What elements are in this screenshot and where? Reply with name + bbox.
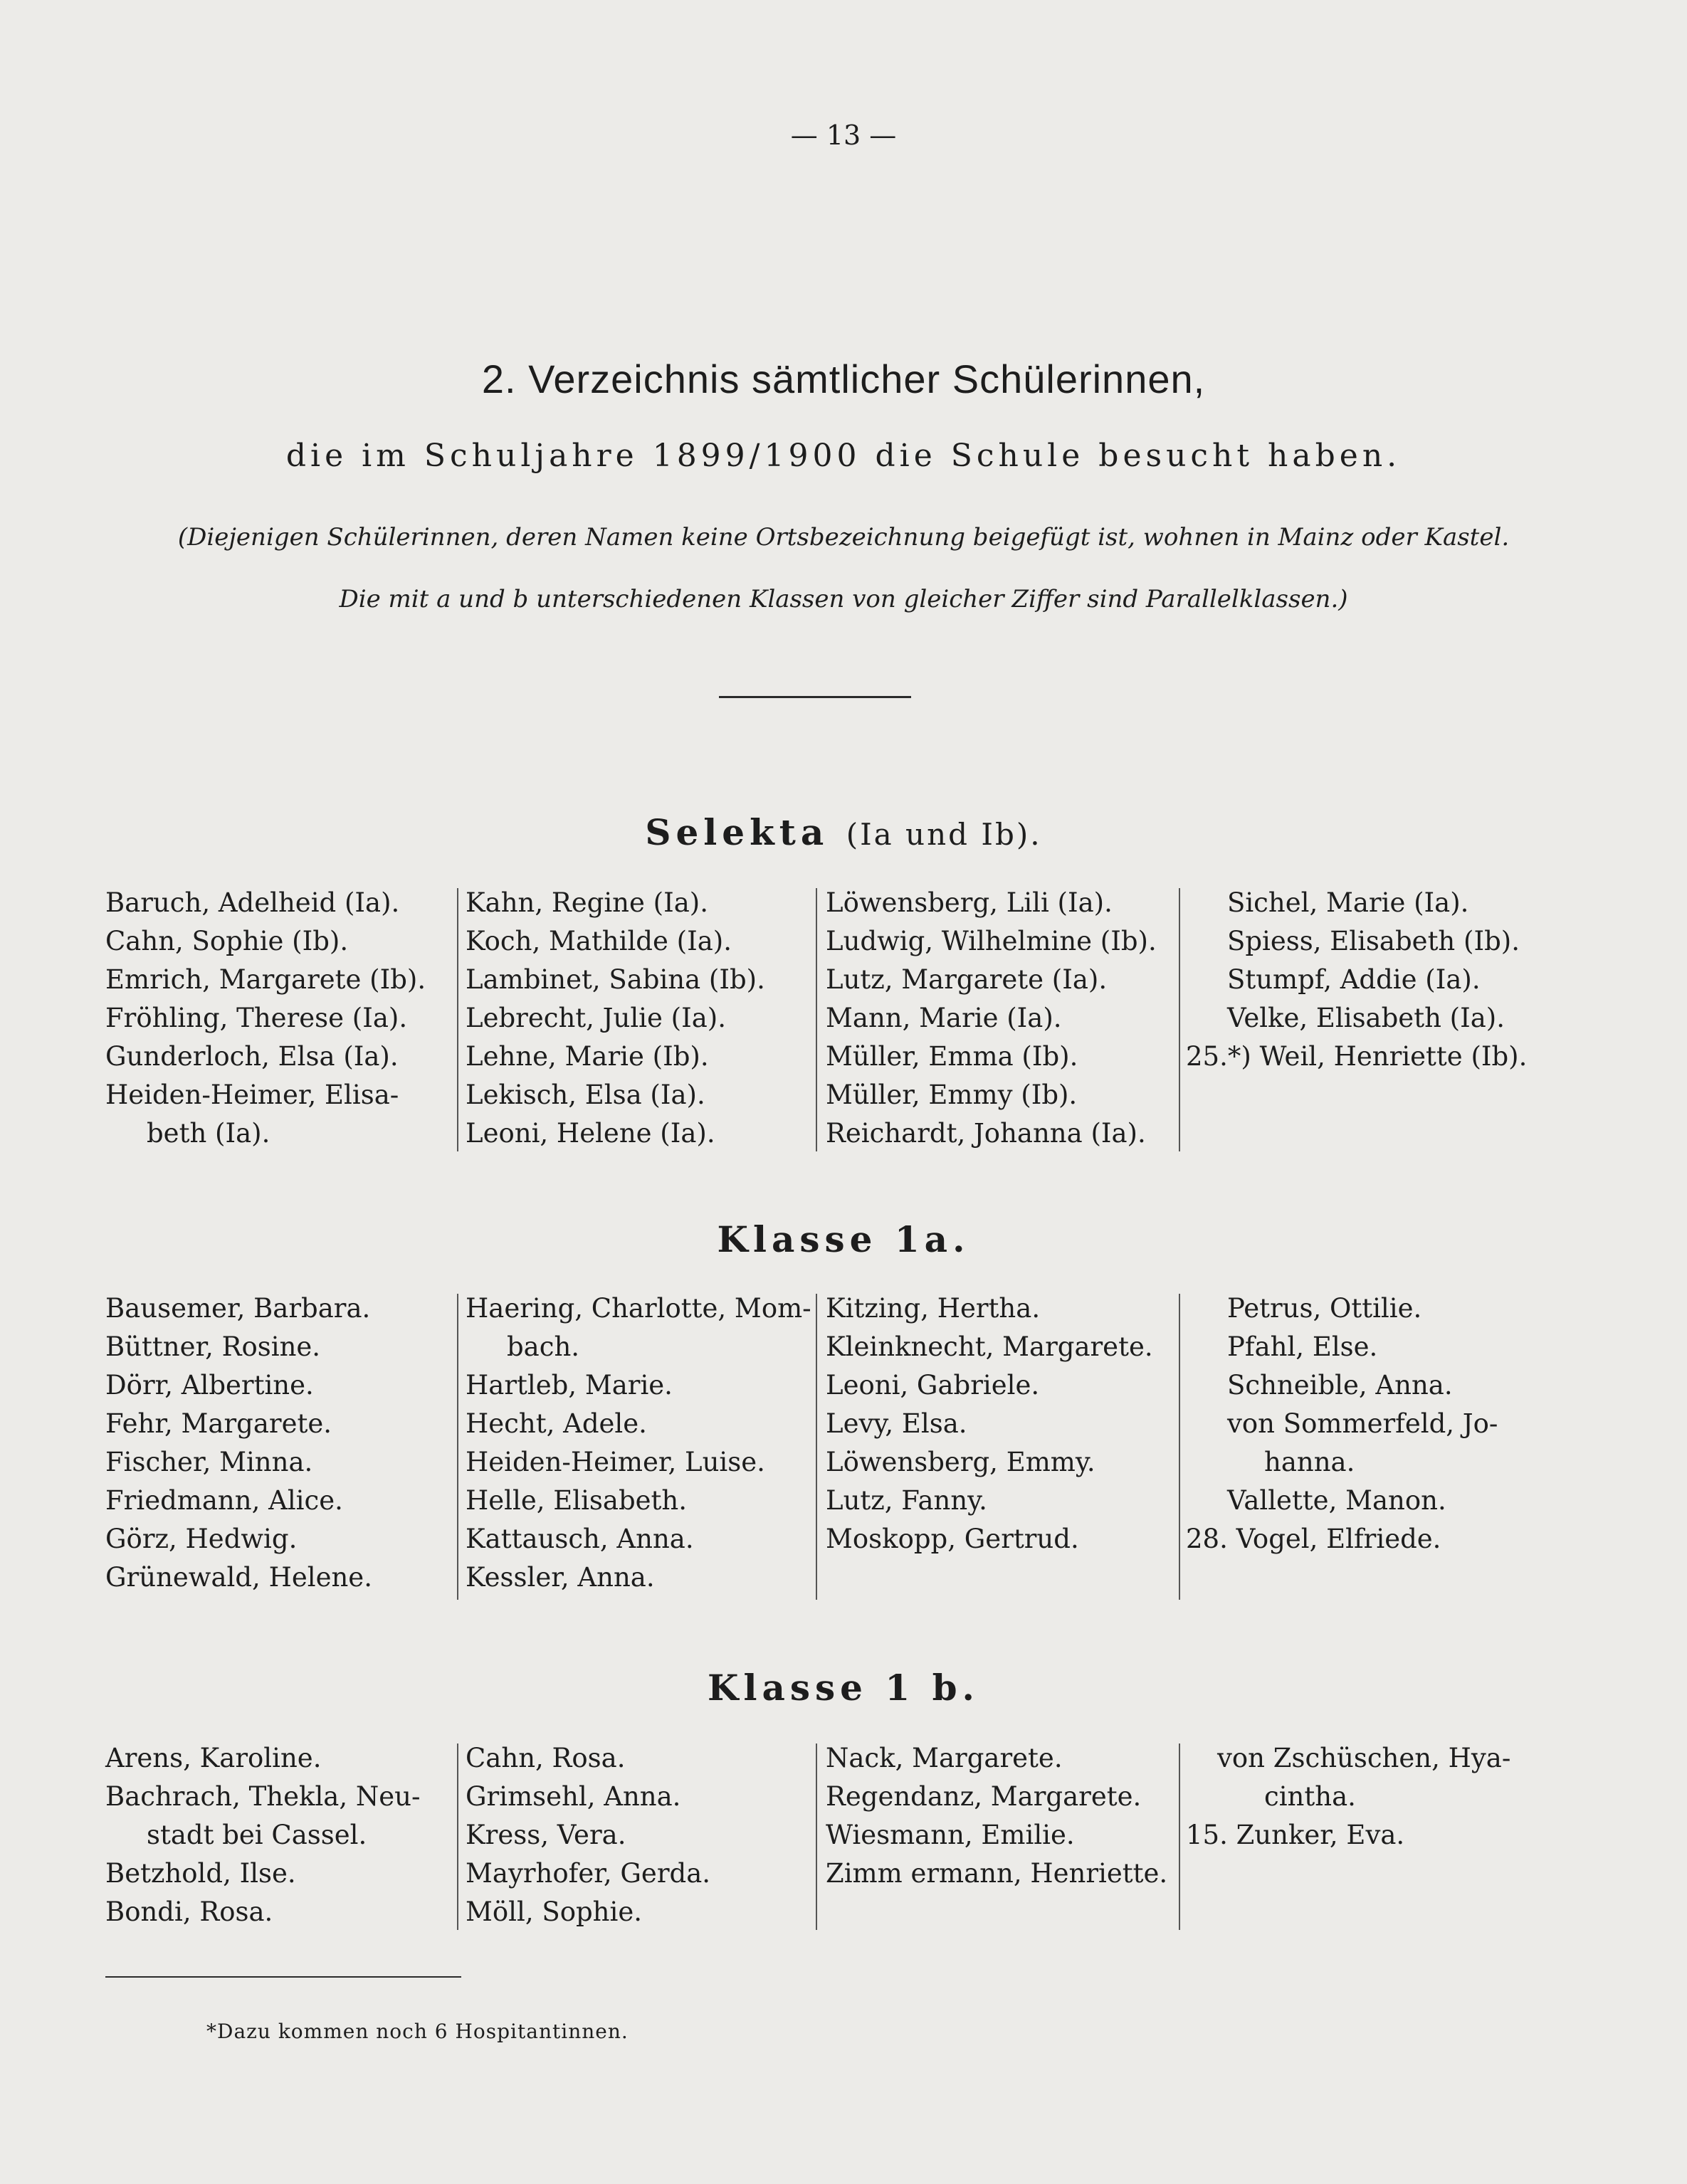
klasse-1a-column-2 bbox=[466, 1289, 811, 1597]
column-divider bbox=[457, 888, 458, 1151]
list-item: Fischer, Minna. bbox=[105, 1447, 313, 1477]
list-item: Löwensberg, Emmy. bbox=[826, 1447, 1095, 1477]
klasse-1b-column-2 bbox=[466, 1739, 710, 1931]
list-item: Bausemer, Barbara. bbox=[105, 1293, 371, 1324]
klasse-1a-column-3 bbox=[826, 1289, 1153, 1558]
column-divider bbox=[1179, 1743, 1180, 1930]
column-divider bbox=[816, 1294, 817, 1600]
list-item: 25.*) Weil, Henriette (Ib). bbox=[1186, 1041, 1528, 1072]
page-title: 2. Verzeichnis sämtlicher Schülerinnen, bbox=[481, 357, 1206, 401]
column-divider bbox=[816, 888, 817, 1151]
list-item: Koch, Mathilde (Ia). bbox=[466, 926, 732, 956]
selekta-column-1 bbox=[105, 884, 426, 1153]
list-item: Kattausch, Anna. bbox=[466, 1524, 694, 1554]
list-item: Kleinknecht, Margarete. bbox=[826, 1331, 1153, 1362]
list-item: 28. Vogel, Elfriede. bbox=[1186, 1524, 1441, 1554]
list-item: Friedmann, Alice. bbox=[105, 1485, 343, 1516]
column-divider bbox=[1179, 1294, 1180, 1600]
list-item: Emrich, Margarete (Ib). bbox=[105, 964, 426, 995]
selekta-column-2 bbox=[466, 884, 765, 1153]
note-line-1: (Diejenigen Schülerinnen, deren Namen keine Ortsbezeichnung beigefügt ist, wohnen in Mainz oder Kastel. bbox=[177, 523, 1510, 552]
list-item: bach. bbox=[507, 1331, 580, 1362]
list-item: Heiden-Heimer, Luise. bbox=[466, 1447, 765, 1477]
list-item: 15. Zunker, Eva. bbox=[1186, 1820, 1405, 1850]
list-item: Kitzing, Hertha. bbox=[826, 1293, 1041, 1324]
list-item: Lekisch, Elsa (Ia). bbox=[466, 1080, 705, 1110]
list-item: Fröhling, Therese (Ia). bbox=[105, 1003, 408, 1033]
list-item: Leoni, Gabriele. bbox=[826, 1370, 1040, 1400]
list-item: Lehne, Marie (Ib). bbox=[466, 1041, 709, 1072]
selekta-heading: Selekta bbox=[645, 811, 829, 853]
selekta-heading-sub: (Ia und Ib). bbox=[846, 817, 1042, 852]
page-number: — 13 — bbox=[790, 120, 897, 151]
list-item: Grünewald, Helene. bbox=[105, 1562, 372, 1593]
list-item: Hartleb, Marie. bbox=[466, 1370, 673, 1400]
klasse-1b-column-1 bbox=[105, 1739, 420, 1931]
list-item: Bondi, Rosa. bbox=[105, 1897, 273, 1927]
list-item: Cahn, Sophie (Ib). bbox=[105, 926, 349, 956]
list-item: Bachrach, Thekla, Neu- bbox=[105, 1781, 421, 1812]
list-item: Wiesmann, Emilie. bbox=[826, 1820, 1075, 1850]
list-item: Velke, Elisabeth (Ia). bbox=[1227, 1003, 1505, 1033]
list-item: Lutz, Fanny. bbox=[826, 1485, 987, 1516]
list-item: Sichel, Marie (Ia). bbox=[1227, 887, 1469, 918]
footnote: *Dazu kommen noch 6 Hospitantinnen. bbox=[206, 2020, 629, 2043]
list-item: Hecht, Adele. bbox=[466, 1408, 647, 1439]
list-item: Gunderloch, Elsa (Ia). bbox=[105, 1041, 399, 1072]
list-item: Reichardt, Johanna (Ia). bbox=[826, 1118, 1146, 1149]
list-item: Levy, Elsa. bbox=[826, 1408, 967, 1439]
list-item: Moskopp, Gertrud. bbox=[826, 1524, 1079, 1554]
list-item: Möll, Sophie. bbox=[466, 1897, 642, 1927]
list-item: cintha. bbox=[1264, 1781, 1356, 1812]
list-item: von Sommerfeld, Jo- bbox=[1227, 1408, 1498, 1439]
list-item: Heiden-Heimer, Elisa- bbox=[105, 1080, 399, 1110]
list-item: Dörr, Albertine. bbox=[105, 1370, 314, 1400]
column-divider bbox=[457, 1294, 458, 1600]
list-item: Görz, Hedwig. bbox=[105, 1524, 298, 1554]
list-item: Kahn, Regine (Ia). bbox=[466, 887, 708, 918]
section-heading-selekta bbox=[0, 811, 1687, 853]
list-item: Nack, Margarete. bbox=[826, 1743, 1063, 1773]
list-item: Vallette, Manon. bbox=[1227, 1485, 1446, 1516]
footnote-divider bbox=[105, 1976, 461, 1978]
list-item: Regendanz, Margarete. bbox=[826, 1781, 1142, 1812]
selekta-column-4 bbox=[1186, 884, 1527, 1076]
klasse-1a-column-1 bbox=[105, 1289, 372, 1597]
list-item: Mayrhofer, Gerda. bbox=[466, 1858, 711, 1889]
list-item: Schneible, Anna. bbox=[1227, 1370, 1453, 1400]
note-line-2: Die mit a und b unterschiedenen Klassen von gleicher Ziffer sind Parallelklassen.) bbox=[339, 585, 1348, 613]
column-divider bbox=[816, 1743, 817, 1930]
list-item: Haering, Charlotte, Mom- bbox=[466, 1293, 811, 1324]
list-item: von Zschüschen, Hya- bbox=[1217, 1743, 1511, 1773]
section-heading-klasse-1b: Klasse 1 b. bbox=[708, 1667, 979, 1709]
title-divider bbox=[719, 696, 911, 698]
list-item: Ludwig, Wilhelmine (Ib). bbox=[826, 926, 1157, 956]
list-item: Baruch, Adelheid (Ia). bbox=[105, 887, 400, 918]
list-item: Müller, Emma (Ib). bbox=[826, 1041, 1078, 1072]
klasse-1b-column-3 bbox=[826, 1739, 1167, 1893]
list-item: Kessler, Anna. bbox=[466, 1562, 655, 1593]
list-item: Kress, Vera. bbox=[466, 1820, 626, 1850]
list-item: Büttner, Rosine. bbox=[105, 1331, 321, 1362]
list-item: stadt bei Cassel. bbox=[147, 1820, 367, 1850]
klasse-1b-column-4 bbox=[1186, 1739, 1510, 1855]
section-heading-klasse-1a: Klasse 1a. bbox=[717, 1218, 970, 1260]
page-subtitle: die im Schuljahre 1899/1900 die Schule besucht haben. bbox=[285, 438, 1402, 474]
list-item: Leoni, Helene (Ia). bbox=[466, 1118, 715, 1149]
list-item: Lambinet, Sabina (Ib). bbox=[466, 964, 765, 995]
list-item: Grimsehl, Anna. bbox=[466, 1781, 681, 1812]
list-item: Arens, Karoline. bbox=[105, 1743, 322, 1773]
selekta-column-3 bbox=[826, 884, 1157, 1153]
column-divider bbox=[1179, 888, 1180, 1151]
list-item: Spiess, Elisabeth (Ib). bbox=[1227, 926, 1520, 956]
list-item: Löwensberg, Lili (Ia). bbox=[826, 887, 1113, 918]
list-item: beth (Ia). bbox=[147, 1118, 270, 1149]
list-item: hanna. bbox=[1264, 1447, 1355, 1477]
list-item: Pfahl, Else. bbox=[1227, 1331, 1378, 1362]
list-item: Lebrecht, Julie (Ia). bbox=[466, 1003, 726, 1033]
column-divider bbox=[457, 1743, 458, 1930]
list-item: Mann, Marie (Ia). bbox=[826, 1003, 1062, 1033]
list-item: Cahn, Rosa. bbox=[466, 1743, 626, 1773]
list-item: Petrus, Ottilie. bbox=[1227, 1293, 1422, 1324]
list-item: Müller, Emmy (Ib). bbox=[826, 1080, 1078, 1110]
list-item: Betzhold, Ilse. bbox=[105, 1858, 296, 1889]
list-item: Stumpf, Addie (Ia). bbox=[1227, 964, 1481, 995]
list-item: Zimm ermann, Henriette. bbox=[826, 1858, 1168, 1889]
list-item: Lutz, Margarete (Ia). bbox=[826, 964, 1108, 995]
list-item: Fehr, Margarete. bbox=[105, 1408, 332, 1439]
klasse-1a-column-4 bbox=[1186, 1289, 1498, 1558]
list-item: Helle, Elisabeth. bbox=[466, 1485, 688, 1516]
